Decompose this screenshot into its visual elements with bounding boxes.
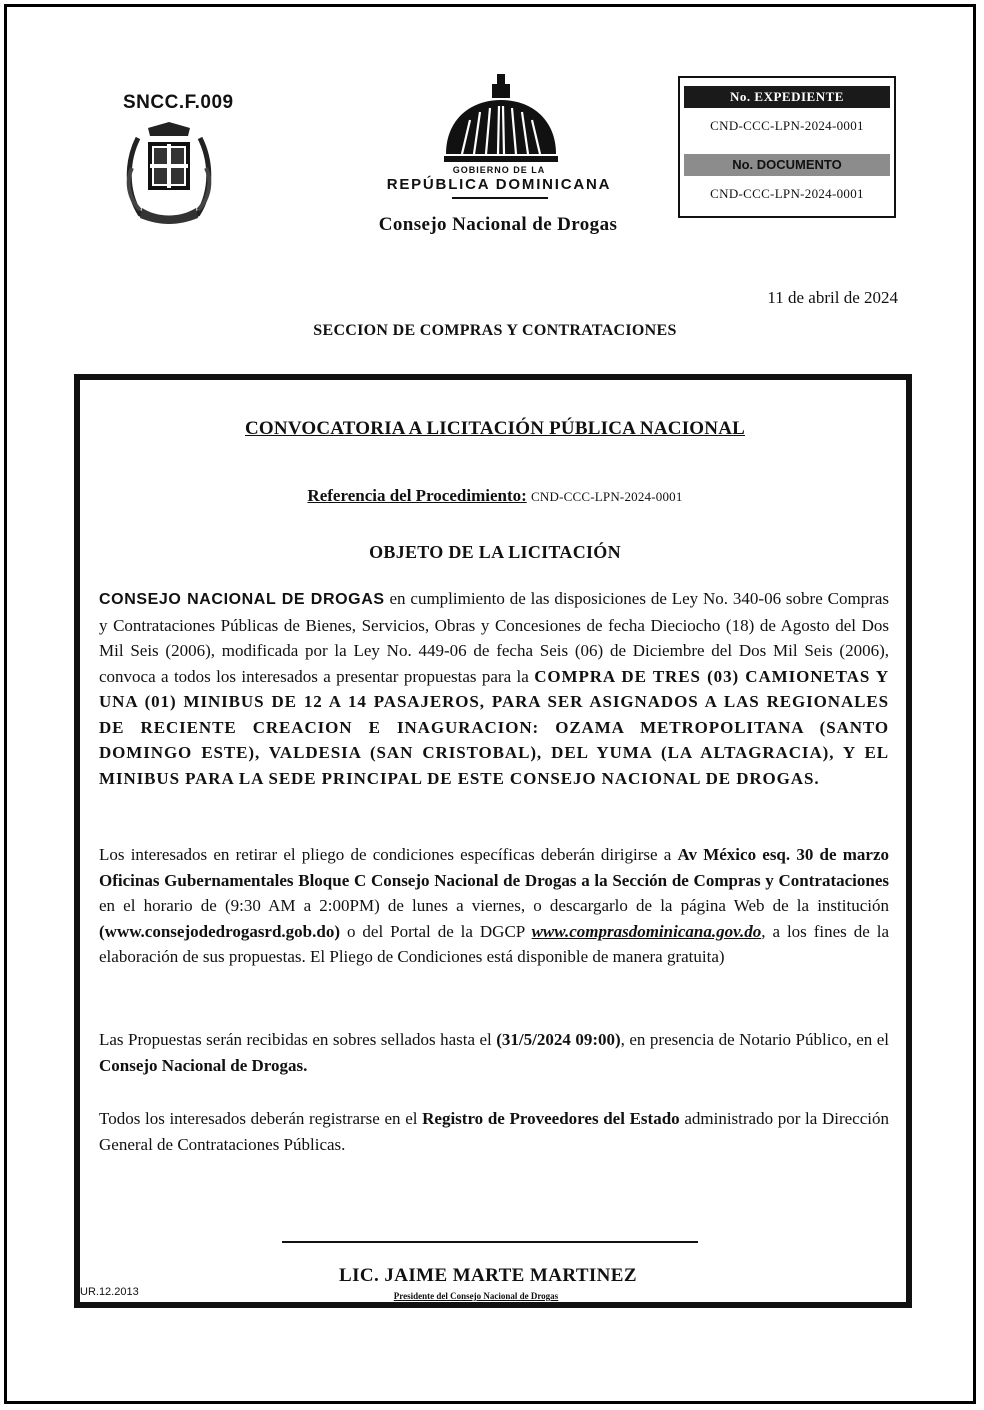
procedure-ref-label: Referencia del Procedimiento:	[307, 486, 527, 505]
paragraph-text: en el horario de (9:30 AM a 2:00PM) de lunes a viernes, o descargarlo de la página Web de la institución	[99, 896, 889, 915]
signer-name: LIC. JAIME MARTE MARTINEZ	[339, 1265, 637, 1286]
expediente-value: CND-CCC-LPN-2024-0001	[710, 118, 864, 133]
agency-name: Consejo Nacional de Drogas	[378, 214, 618, 235]
form-revision: UR.12.2013	[80, 1286, 139, 1298]
paragraph-text: , a los fines de la elaboración de sus propuestas. El Pliego de Condiciones está disponible de manera gratuita)	[99, 921, 890, 966]
document-date: 11 de abril de 2024	[767, 288, 898, 307]
documento-label: No. DOCUMENTO	[684, 154, 890, 176]
paragraph-text: Todos los interesados deberán registrarse en el	[99, 1109, 423, 1128]
dgcp-portal-link[interactable]: www.comprasdominicana.gov.do	[531, 921, 762, 941]
reference-box	[678, 76, 896, 218]
paragraph-deadline	[99, 1027, 889, 1078]
paragraph-text: Las Propuestas serán recibidas en sobres sellados hasta el	[99, 1030, 497, 1049]
form-code: SNCC.F.009	[123, 92, 234, 113]
country-name: REPÚBLICA DOMINICANA	[386, 176, 612, 193]
procedure-reference	[150, 486, 840, 506]
paragraph-text: Los interesados en retirar el pliego de condiciones específicas deberán dirigirse a	[99, 845, 678, 864]
submission-place: Consejo Nacional de Drogas.	[99, 1055, 308, 1075]
paragraph-object	[99, 586, 889, 791]
documento-value: CND-CCC-LPN-2024-0001	[710, 186, 864, 201]
paragraph-text: , en presencia de Notario Público, en el	[620, 1030, 889, 1049]
government-label: GOBIERNO DE LA	[452, 165, 546, 175]
paragraph-conditions	[99, 842, 889, 970]
institution-website: (www.consejodedrogasrd.gob.do)	[99, 921, 341, 941]
expediente-label: No. EXPEDIENTE	[684, 86, 890, 108]
paragraph-registry	[99, 1106, 889, 1157]
pickup-address: Av México esq. 30 de marzo Oficinas Gubernamentales Bloque C Consejo Nacional de Drogas a la Sección de Compras y Contrataciones	[99, 845, 889, 890]
coat-of-arms-icon	[118, 118, 220, 226]
government-dome-logo-icon	[440, 72, 562, 164]
logo-divider	[452, 197, 548, 199]
procedure-ref-value: CND-CCC-LPN-2024-0001	[531, 489, 683, 504]
purchase-object: COMPRA DE TRES (03) CAMIONETAS Y UNA (01) MINIBUS DE 12 A 14 PASAJEROS, PARA SER ASIGNADOS A LAS REGIONALES DE RECIENTE CREACION E INAGURACION: OZAMA METROPOLITANA (SANTO DOMINGO ESTE), VALDESIA (SAN CRISTOBAL), DEL YUMA (LA ALTAGRACIA), Y EL MINIBUS PARA LA SEDE PRINCIPAL DE ESTE CONSEJO NACIONAL DE DROGAS.	[99, 666, 889, 788]
notice-frame	[74, 374, 912, 1308]
paragraph-text: o del Portal de la DGCP	[340, 921, 532, 941]
section-title: SECCION DE COMPRAS Y CONTRATACIONES	[313, 322, 677, 339]
object-title: OBJETO DE LA LICITACIÓN	[369, 542, 621, 562]
supplier-registry: Registro de Proveedores del Estado	[422, 1109, 680, 1128]
notice-title: CONVOCATORIA A LICITACIÓN PÚBLICA NACIONAL	[245, 418, 745, 439]
entity-name: CONSEJO NACIONAL DE DROGAS	[99, 591, 385, 608]
signature-line	[282, 1241, 698, 1243]
paragraph-text: en cumplimiento de las disposiciones de Ley No. 340-06 sobre Compras y Contrataciones Públicas de Bienes, Servicios, Obras y Concesiones de fecha Dieciocho (18) de Agosto del Dos Mil Seis (2006), modificada por la Ley No. 449-06 de fecha Seis (06) de Diciembre del Dos Mil Seis (2006), convoca a todos los interesados a presentar propuestas para la	[99, 589, 889, 686]
submission-deadline: (31/5/2024 09:00)	[496, 1030, 621, 1049]
paragraph-text: administrado por la Dirección General de Contrataciones Públicas.	[99, 1109, 889, 1154]
signer-title: Presidente del Consejo Nacional de Drogas	[393, 1291, 559, 1301]
